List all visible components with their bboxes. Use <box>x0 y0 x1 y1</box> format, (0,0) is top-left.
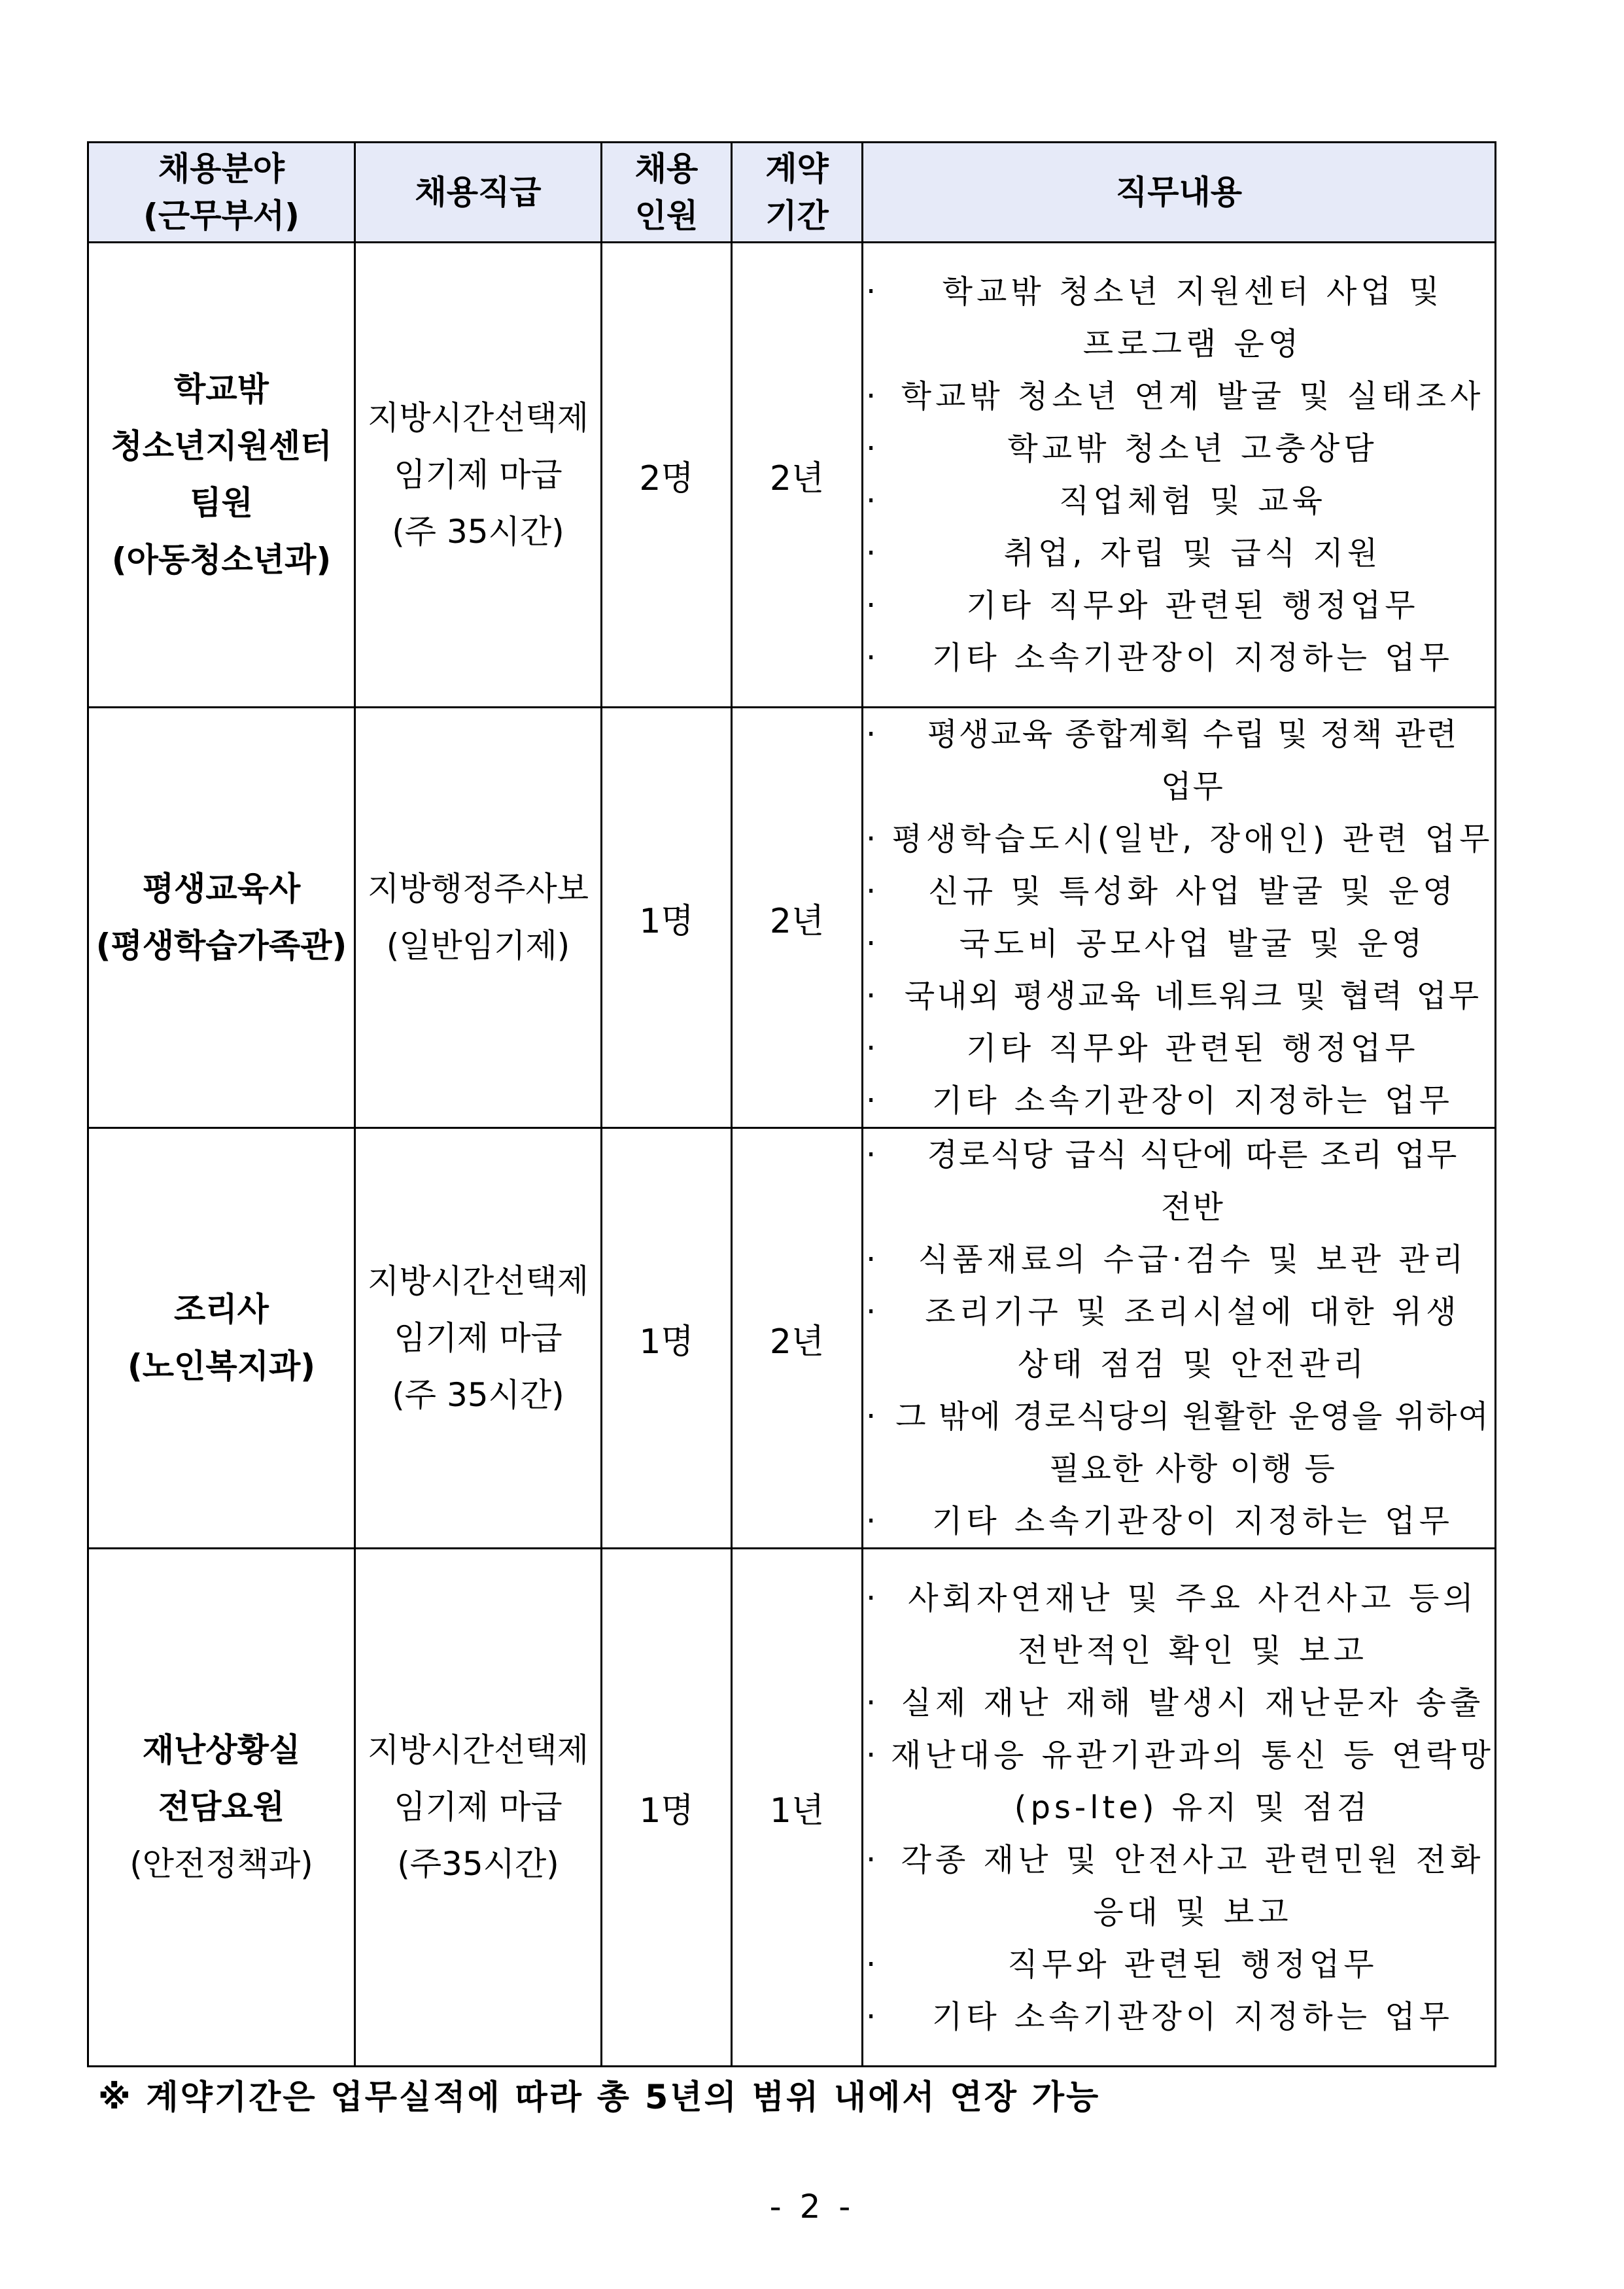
duty-item: · 학교밖 청소년 지원센터 사업 및 프로그램 운영 <box>863 266 1494 370</box>
term-cell: 2년 <box>732 1128 863 1549</box>
duty-item: · 기타 소속기관장이 지정하는 업무 <box>863 1991 1494 2043</box>
count-cell: 1명 <box>602 1128 732 1549</box>
table-row <box>88 708 1496 1128</box>
grade-line: 임기제 마급 <box>394 1788 562 1826</box>
table-row <box>88 1549 1496 2067</box>
duty-item: · 평생학습도시(일반, 장애인) 관련 업무 <box>863 813 1494 865</box>
duty-item: · 조리기구 및 조리시설에 대한 위생 상태 점검 및 안전관리 <box>863 1286 1494 1390</box>
duty-item: · 학교밖 청소년 연계 발굴 및 실태조사 <box>863 370 1494 422</box>
duties-cell <box>863 1128 1496 1549</box>
duty-item: · 기타 직무와 관련된 행정업무 <box>863 579 1494 632</box>
duties-list <box>863 1129 1494 1547</box>
grade-line: (주 35시간) <box>392 1375 564 1414</box>
header-term <box>732 143 863 243</box>
field-line: 청소년지원센터 <box>111 427 332 465</box>
duty-item: · 국도비 공모사업 발굴 및 운영 <box>863 918 1494 970</box>
duties-list <box>863 708 1494 1127</box>
contract-extension-note: ※ 계약기간은 업무실적에 따라 총 5년의 범위 내에서 연장 가능 <box>98 2078 1101 2117</box>
term-cell: 2년 <box>732 708 863 1128</box>
duty-item: · 각종 재난 및 안전사고 관련민원 전화 응대 및 보고 <box>863 1834 1494 1938</box>
duty-item: · 기타 소속기관장이 지정하는 업무 <box>863 632 1494 684</box>
header-duties: 직무내용 <box>863 143 1496 243</box>
page-number: - 2 - <box>769 2188 855 2226</box>
grade-line: 임기제 마급 <box>394 455 562 494</box>
grade-line: 지방행정주사보 <box>367 870 589 908</box>
field-line: 조리사 <box>174 1290 269 1328</box>
table-header-row <box>88 143 1496 243</box>
count-cell: 2명 <box>602 243 732 708</box>
table-row <box>88 1128 1496 1549</box>
grade-line: 지방시간선택제 <box>367 1262 589 1300</box>
duty-item: · 경로식당 급식 식단에 따른 조리 업무 전반 <box>863 1129 1494 1233</box>
duties-cell <box>863 1549 1496 2067</box>
duty-item: · 사회자연재난 및 주요 사건사고 등의 전반적인 확인 및 보고 <box>863 1572 1494 1677</box>
recruitment-table <box>87 141 1496 2067</box>
department-label: (아동청소년과) <box>111 541 332 579</box>
header-grade: 채용직급 <box>355 143 602 243</box>
field-cell <box>88 708 355 1128</box>
field-line: 팀원 <box>190 484 253 522</box>
duty-item: · 신규 및 특성화 사업 발굴 및 운영 <box>863 865 1494 918</box>
duties-cell <box>863 243 1496 708</box>
field-line: 재난상황실 <box>142 1731 301 1769</box>
grade-cell <box>355 1549 602 2067</box>
duties-cell <box>863 708 1496 1128</box>
header-term-line1: 계약 <box>765 150 829 188</box>
grade-line: (일반임기제) <box>386 927 570 965</box>
field-cell <box>88 243 355 708</box>
department-label: (노인복지과) <box>127 1347 316 1385</box>
header-field-line1: 채용분야 <box>158 150 285 188</box>
duty-item: · 실제 재난 재해 발생시 재난문자 송출 <box>863 1677 1494 1729</box>
grade-line: 지방시간선택제 <box>367 398 589 437</box>
field-cell <box>88 1549 355 2067</box>
grade-line: 임기제 마급 <box>394 1318 562 1357</box>
duties-list <box>863 266 1494 684</box>
duty-item: · 재난대응 유관기관과의 통신 등 연락망 (ps-lte) 유지 및 점검 <box>863 1729 1494 1834</box>
header-count-line2: 인원 <box>634 197 699 235</box>
duty-item: · 기타 소속기관장이 지정하는 업무 <box>863 1495 1494 1547</box>
duty-item: · 기타 소속기관장이 지정하는 업무 <box>863 1075 1494 1127</box>
duty-item: · 그 밖에 경로식당의 원활한 운영을 위하여 필요한 사항 이행 등 <box>863 1390 1494 1495</box>
table-row <box>88 243 1496 708</box>
grade-cell <box>355 243 602 708</box>
header-count-line1: 채용 <box>634 150 699 188</box>
count-cell: 1명 <box>602 1549 732 2067</box>
field-line: 전담요원 <box>158 1788 285 1826</box>
header-term-line2: 기간 <box>765 197 829 235</box>
term-cell: 1년 <box>732 1549 863 2067</box>
grade-line: (주 35시간) <box>392 512 564 551</box>
term-cell: 2년 <box>732 243 863 708</box>
header-field <box>88 143 355 243</box>
department-label: (평생학습가족관) <box>95 927 347 965</box>
duty-item: · 직무와 관련된 행정업무 <box>863 1938 1494 1991</box>
duty-item: · 학교밖 청소년 고충상담 <box>863 422 1494 475</box>
grade-cell <box>355 708 602 1128</box>
field-cell <box>88 1128 355 1549</box>
duties-list <box>863 1572 1494 2043</box>
duty-item: · 식품재료의 수급·검수 및 보관 관리 <box>863 1233 1494 1286</box>
duty-item: · 기타 직무와 관련된 행정업무 <box>863 1022 1494 1075</box>
duty-item: · 취업, 자립 및 급식 지원 <box>863 527 1494 579</box>
header-count <box>602 143 732 243</box>
grade-line: (주35시간) <box>397 1845 559 1883</box>
duty-item: · 국내외 평생교육 네트워크 및 협력 업무 <box>863 970 1494 1022</box>
count-cell: 1명 <box>602 708 732 1128</box>
header-field-line2: (근무부서) <box>143 197 300 235</box>
grade-line: 지방시간선택제 <box>367 1731 589 1769</box>
field-line: 평생교육사 <box>142 870 301 908</box>
department-label: (안전정책과) <box>130 1845 313 1883</box>
field-line: 학교밖 <box>174 370 269 408</box>
duty-item: · 직업체험 및 교육 <box>863 475 1494 527</box>
duty-item: · 평생교육 종합계획 수립 및 정책 관련 업무 <box>863 708 1494 813</box>
grade-cell <box>355 1128 602 1549</box>
